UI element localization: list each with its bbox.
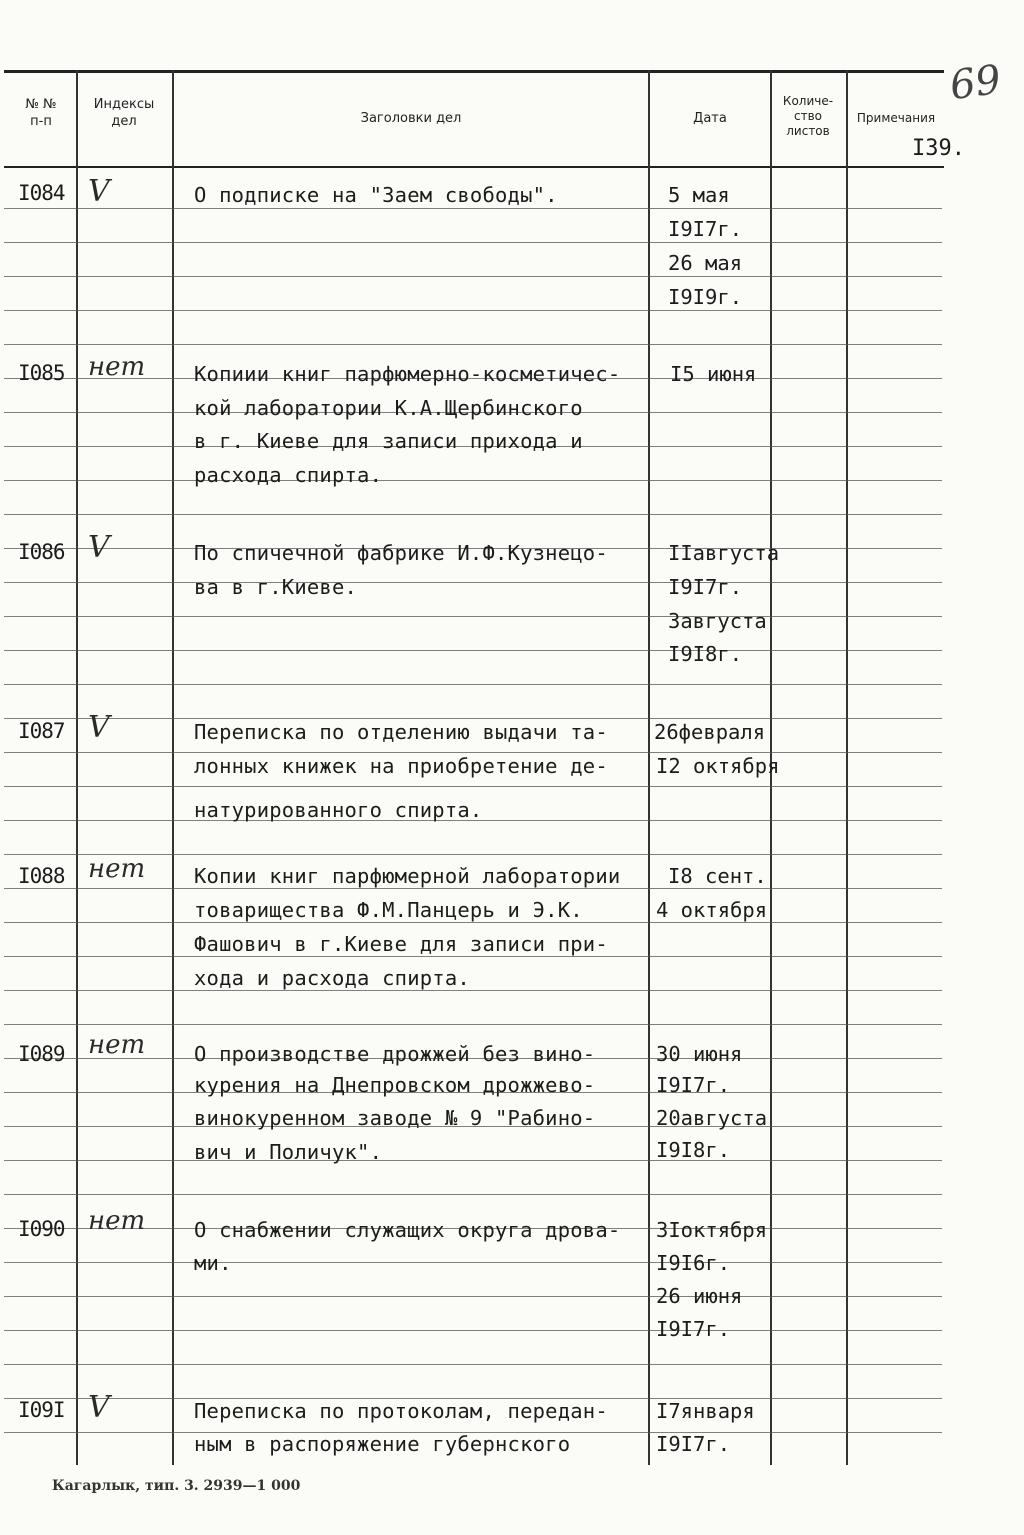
date-line: 5 мая (668, 183, 730, 207)
header-title: Заголовки дел (360, 111, 462, 126)
title-line: Копиии книг парфюмерно-косметичес- (194, 362, 621, 386)
ruled-line (4, 650, 942, 651)
date-line: I9I7г. (668, 217, 743, 241)
header-index: Индексы дел (93, 97, 155, 129)
ruled-line (4, 718, 942, 719)
column-divider (172, 70, 174, 1465)
title-line: По спичечной фабрике И.Ф.Кузнецо- (194, 541, 608, 565)
title-line: О производстве дрожжей без вино- (194, 1042, 596, 1066)
header-bottom-rule (4, 166, 944, 168)
title-line: ным в распоряжение губернского (194, 1432, 571, 1456)
date-line: I9I7г. (656, 1317, 731, 1341)
index-mark: V (88, 530, 110, 565)
column-divider (76, 70, 78, 1465)
date-line: I9I8г. (656, 1138, 731, 1162)
date-line: I7января (656, 1399, 755, 1423)
index-mark: нет (88, 1206, 146, 1236)
title-line: товарищества Ф.М.Панцерь и Э.К. (194, 898, 583, 922)
title-line: Фашович в г.Киеве для записи при- (194, 932, 608, 956)
index-mark: V (88, 174, 110, 209)
date-line: I9I9г. (668, 285, 743, 309)
ruled-line (4, 786, 942, 787)
ruled-line (4, 1160, 942, 1161)
header-notes: Примечания (856, 111, 936, 125)
ruled-line (4, 208, 942, 209)
date-line: I9I6г. (656, 1251, 731, 1275)
ruled-line (4, 956, 942, 957)
title-line: кой лаборатории К.А.Щербинского (194, 396, 583, 420)
title-line: курения на Днепровском дрожжево- (194, 1073, 596, 1097)
date-line: 3августа (668, 609, 767, 633)
ruled-line (4, 1296, 942, 1297)
title-line: расхода спирта. (194, 463, 383, 487)
date-line: I9I7г. (656, 1073, 731, 1097)
date-line: I8 сент. (668, 864, 767, 888)
ruled-line (4, 310, 942, 311)
print-footer: Кагарлык, тип. 3. 2939—1 000 (52, 1478, 301, 1494)
header-top-rule (4, 70, 944, 73)
entry-number: I09I (18, 1398, 65, 1422)
ruled-line (4, 684, 942, 685)
date-line: I5 июня (670, 362, 757, 386)
page-number: I39. (912, 136, 965, 161)
title-line: О снабжении служащих округа дрова- (194, 1218, 621, 1242)
title-line: вич и Поличук". (194, 1140, 383, 1164)
date-line: I9I7г. (656, 1432, 731, 1456)
title-line: в г. Киеве для записи прихода и (194, 429, 583, 453)
header-count: Количе- ство листов (782, 94, 834, 138)
entry-number: I085 (18, 361, 65, 385)
ruled-line (4, 1262, 942, 1263)
entry-number: I089 (18, 1042, 65, 1066)
entry-number: I086 (18, 540, 65, 564)
title-line: лонных книжек на приобретение де- (194, 754, 608, 778)
ruled-line (4, 514, 942, 515)
title-line: ва в г.Киеве. (194, 575, 358, 599)
column-divider (846, 70, 848, 1465)
header-date: Дата (693, 111, 727, 126)
date-line: I9I8г. (668, 642, 743, 666)
ruled-line (4, 582, 942, 583)
entry-number: I087 (18, 719, 65, 743)
ruled-line (4, 1364, 942, 1365)
index-mark: нет (88, 1030, 146, 1060)
ruled-line (4, 616, 942, 617)
title-line: натурированного спирта. (194, 798, 483, 822)
ruled-line (4, 922, 942, 923)
ruled-line (4, 344, 942, 345)
date-line: 20августа (656, 1106, 768, 1130)
entry-number: I084 (18, 181, 65, 205)
ruled-line (4, 1194, 942, 1195)
title-line: О подписке на "Заем свободы". (194, 183, 558, 207)
date-line: IIавгуста (668, 541, 780, 565)
date-line: I2 октября (656, 754, 780, 778)
title-line: Переписка по протоколам, передан- (194, 1399, 608, 1423)
ruled-line (4, 276, 942, 277)
ruled-line (4, 888, 942, 889)
index-mark: V (88, 710, 110, 745)
index-mark: нет (88, 352, 146, 382)
title-line: хода и расхода спирта. (194, 966, 470, 990)
title-line: Копии книг парфюмерной лаборатории (194, 864, 621, 888)
date-line: 26февраля (654, 720, 766, 744)
ruled-line (4, 242, 942, 243)
ruled-line (4, 990, 942, 991)
ruled-line (4, 1024, 942, 1025)
date-line: I9I7г. (668, 575, 743, 599)
date-line: 4 октября (656, 898, 768, 922)
folio-number: 69 (947, 56, 1004, 110)
title-line: ми. (194, 1251, 232, 1275)
entry-number: I088 (18, 864, 65, 888)
title-line: винокуренном заводе № 9 "Рабино- (194, 1106, 596, 1130)
ruled-line (4, 1330, 942, 1331)
title-line: Переписка по отделению выдачи та- (194, 720, 608, 744)
entry-number: I090 (18, 1217, 65, 1241)
date-line: 3Iоктября (656, 1218, 768, 1242)
ruled-line (4, 752, 942, 753)
index-mark: нет (88, 854, 146, 884)
date-line: 26 мая (668, 251, 743, 275)
date-line: 26 июня (656, 1284, 743, 1308)
index-mark: V (88, 1390, 110, 1425)
column-divider (648, 70, 650, 1465)
header-num: № № п-п (25, 97, 57, 129)
date-line: 30 июня (656, 1042, 743, 1066)
ruled-line (4, 480, 942, 481)
